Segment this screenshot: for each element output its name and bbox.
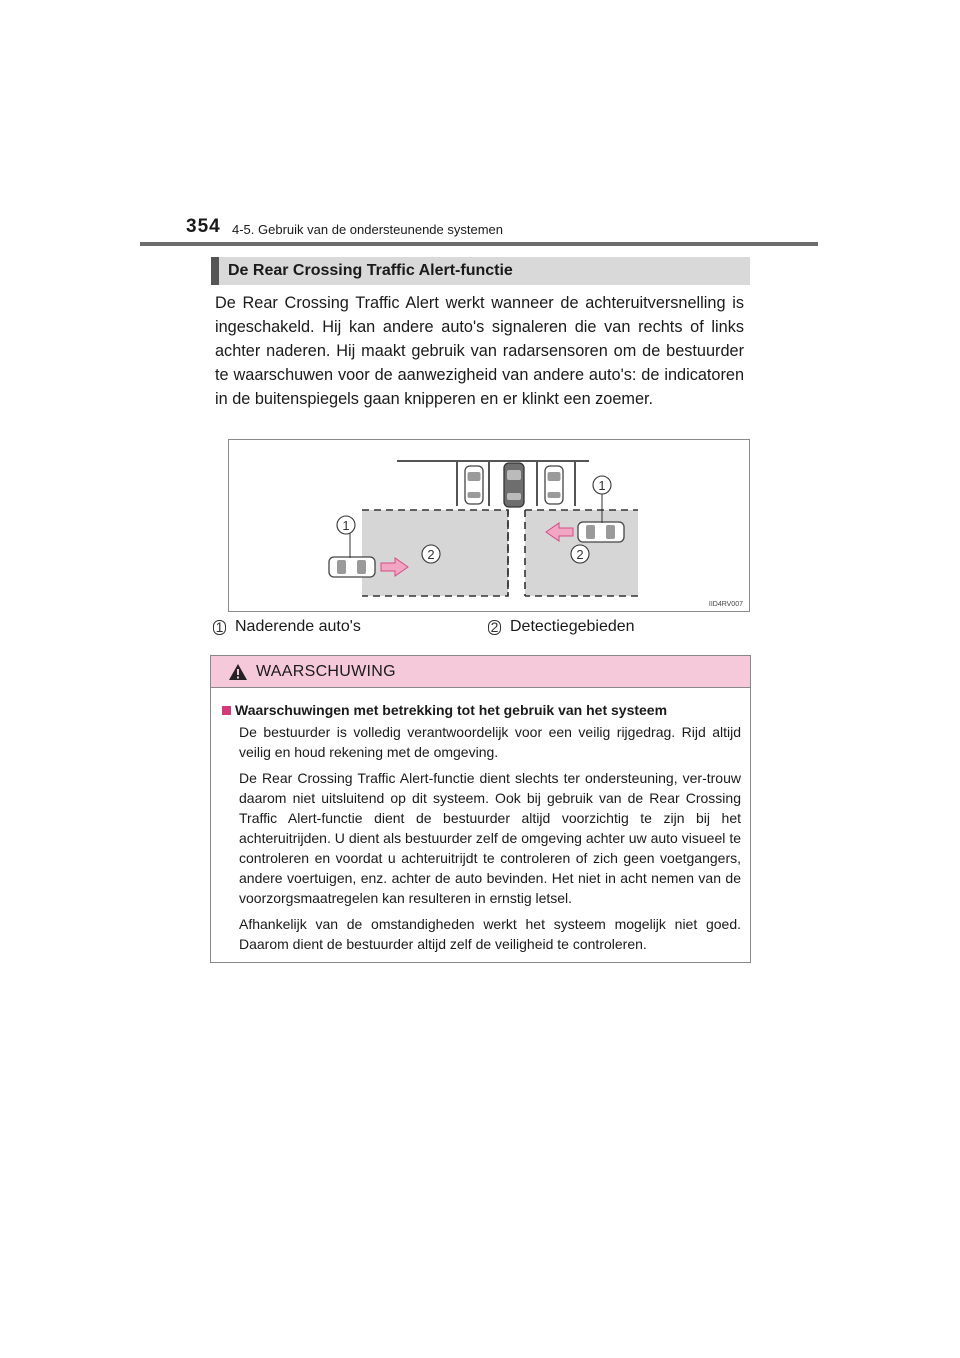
legend-item-2 [488,618,635,636]
approaching-car-right [578,522,624,542]
warning-triangle-icon [228,663,248,681]
callout-number: 2 [427,547,435,562]
parked-car [545,466,563,504]
approaching-car-left [329,557,375,577]
header-rule [140,242,818,246]
warning-subtitle-text: Waarschuwingen met betrekking tot het gebruik van het systeem [235,702,668,718]
callout-1-right [593,476,611,494]
figure-code: IID4RV007 [708,601,743,608]
callout-number: 2 [576,547,584,562]
legend-item-1 [213,618,361,636]
warning-body [211,688,750,954]
reversing-car [504,463,524,507]
warning-paragraph: Afhankelijk van de omstandigheden werkt het systeem mogelijk niet goed. Daarom dient de bestuurder altijd zelf de veiligheid te controleren. [239,916,741,952]
legend-number: 2 [488,620,501,635]
warning-box [210,655,751,963]
parked-car [465,466,483,504]
callout-2-right [571,545,589,563]
warning-header [211,656,750,688]
callout-2-left [422,545,440,563]
callout-number: 1 [598,478,606,493]
square-bullet-icon [222,706,231,715]
section-heading: De Rear Crossing Traffic Alert-functie [211,257,750,285]
legend-number: 1 [213,620,226,635]
page-number: 354 [186,216,221,237]
callout-1-left [337,516,355,534]
warning-paragraph: De bestuurder is volledig verantwoordelijk voor een veilig rijgedrag. Rijd altijd veilig en houd rekening met de omgeving. [239,724,741,760]
chapter-title: 4-5. Gebruik van de ondersteunende systemen [232,222,504,237]
callout-number: 1 [342,518,350,533]
legend-label: Naderende auto's [235,618,361,635]
legend-label: Detectiegebieden [510,618,635,635]
warning-paragraph: De Rear Crossing Traffic Alert-functie dient slechts ter ondersteuning, ver-trouw daarom niet uitsluitend op dit systeem. Ook bij gebruik van de Rear Crossing Traffic Alert-functie dient de bestuurder altijd voorzichtig te zijn bij het achteruitrijden. U dient als bestuurder zelf de omgeving achter uw auto visueel te controleren en voordat u achteruitrijdt te controleren of zich geen voetgangers, andere voertuigen, enz. achter de auto bevinden. Het niet in acht nemen van de voorzorgsmaatregelen kan resulteren in ernstig letsel. [239,770,741,906]
parking-diagram [228,439,750,612]
warning-title: WAARSCHUWING [256,662,396,680]
intro-paragraph: De Rear Crossing Traffic Alert werkt wanneer de achteruitversnelling is ingeschakeld. Hij kan andere auto's signaleren die van rechts of links achter naderen. Hij maakt gebruik van radarsensoren om de bestuurder te waarschuwen voor de aanwezigheid van andere auto's: de indicatoren in de buitenspiegels gaan knipperen en er klinkt een zoemer. [215,294,744,408]
warning-subtitle [222,700,741,720]
